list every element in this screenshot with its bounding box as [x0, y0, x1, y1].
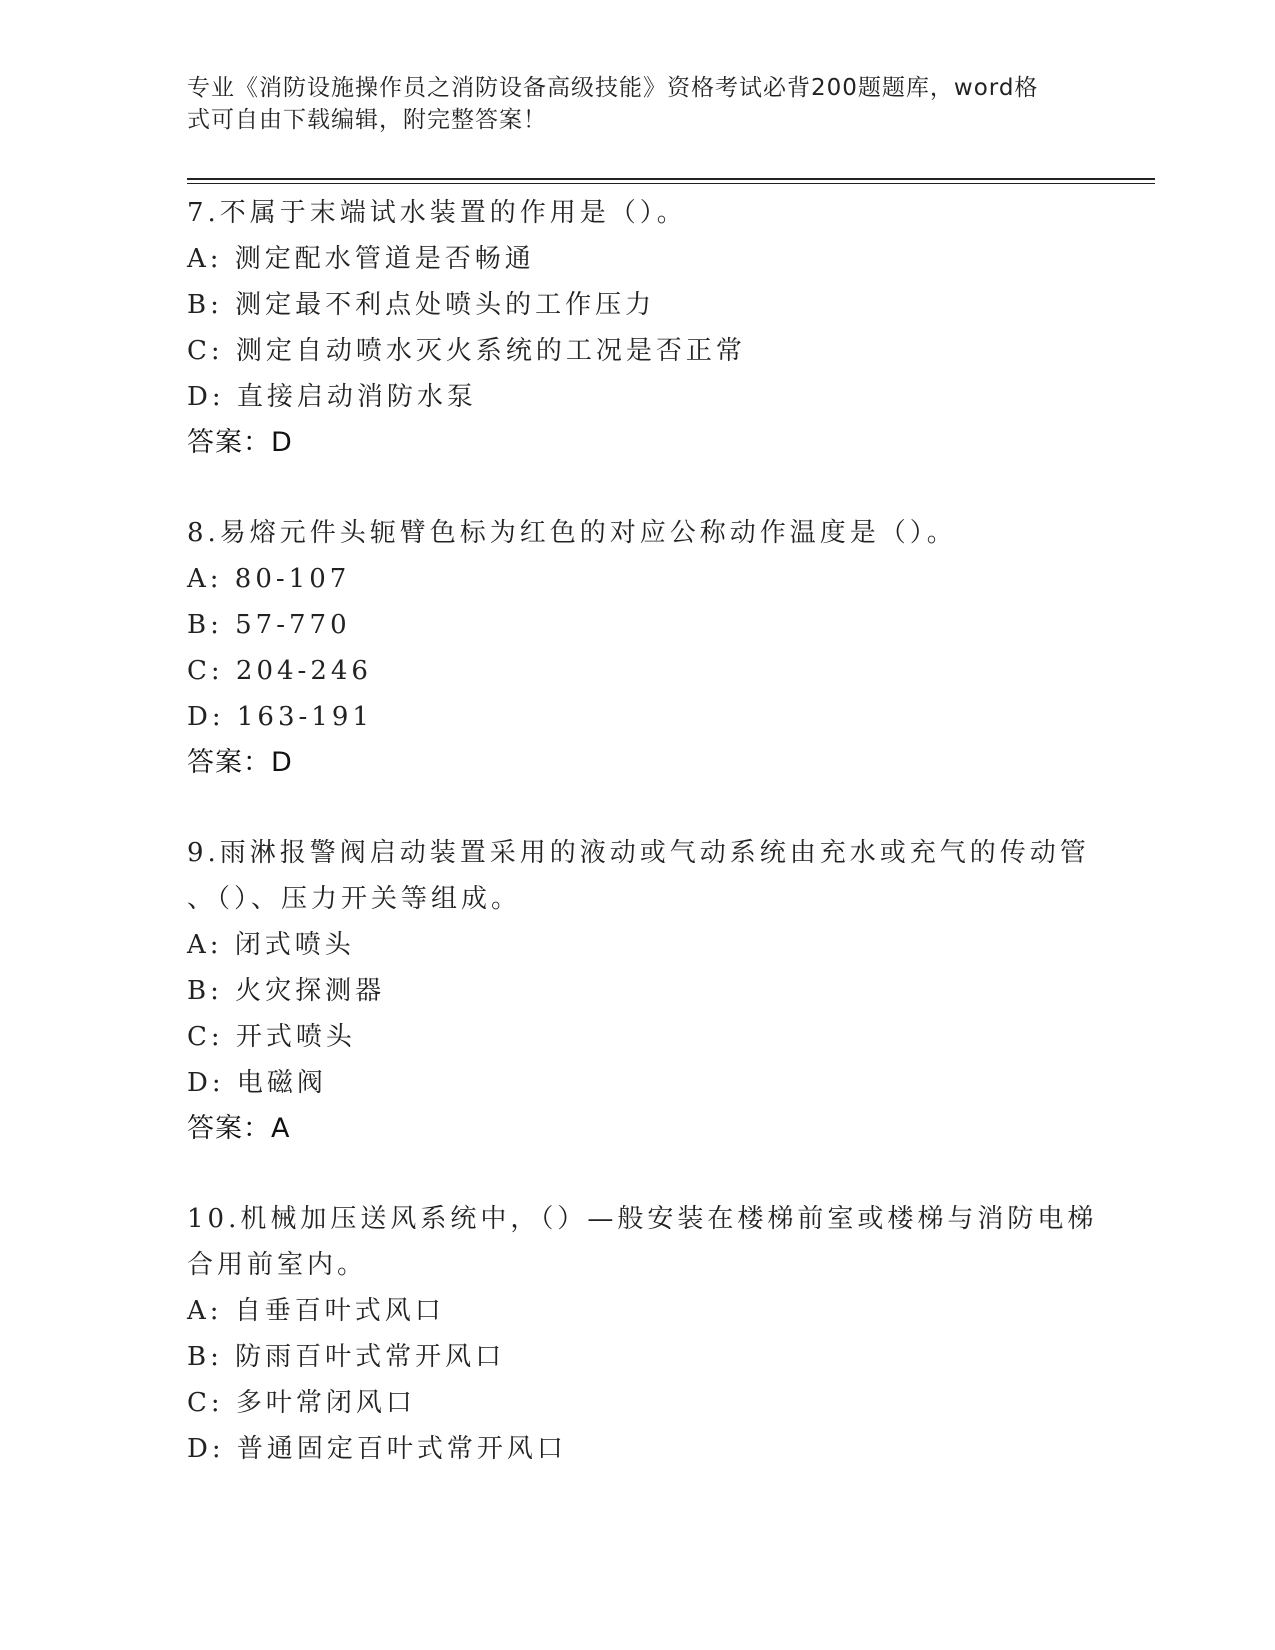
answer-label: 答案：D [187, 747, 293, 778]
option-b: B: 57-770 [187, 610, 351, 640]
question-stem: 8.易熔元件头轭臂色标为红色的对应公称动作温度是（）。 [187, 518, 957, 548]
header-line-2: 式可自由下载编辑，附完整答案！ [187, 107, 547, 133]
question-stem-continued: 合用前室内。 [187, 1250, 368, 1280]
header-line-1: 专业《消防设施操作员之消防设备高级技能》资格考试必背200题题库，word格 [187, 75, 1039, 101]
header-divider-thin [187, 183, 1155, 184]
question-list [187, 190, 1098, 1472]
question-7 [187, 190, 1087, 466]
option-a: A: 80-107 [187, 564, 351, 594]
option-c: C: 多叶常闭风口 [187, 1388, 416, 1418]
option-d: D: 163-191 [187, 702, 373, 732]
document-header [187, 72, 1087, 136]
option-c: C: 开式喷头 [187, 1022, 356, 1052]
answer-label: 答案：A [187, 1113, 291, 1144]
option-c: C: 测定自动喷水灭火系统的工况是否正常 [187, 336, 746, 366]
question-stem: 10.机械加压送风系统中，（）—般安装在楼梯前室或楼梯与消防电梯 [187, 1204, 1098, 1234]
option-d: D: 普通固定百叶式常开风口 [187, 1434, 567, 1464]
question-10 [187, 1196, 1098, 1472]
option-a: A: 自垂百叶式风口 [187, 1296, 445, 1326]
question-stem: 9.雨淋报警阀启动装置采用的液动或气动系统由充水或充气的传动管 [187, 838, 1090, 868]
question-stem-continued: 、（）、压力开关等组成。 [187, 884, 522, 914]
answer-label: 答案：D [187, 427, 293, 458]
option-c: C: 204-246 [187, 656, 372, 686]
option-b: B: 防雨百叶式常开风口 [187, 1342, 506, 1372]
option-d: D: 电磁阀 [187, 1068, 327, 1098]
option-d: D: 直接启动消防水泵 [187, 382, 477, 412]
header-divider-thick [187, 178, 1155, 180]
option-a: A: 闭式喷头 [187, 930, 355, 960]
question-8 [187, 510, 1087, 786]
question-9 [187, 830, 1090, 1152]
option-a: A: 测定配水管道是否畅通 [187, 244, 535, 274]
option-b: B: 测定最不利点处喷头的工作压力 [187, 290, 656, 320]
option-b: B: 火灾探测器 [187, 976, 386, 1006]
question-stem: 7.不属于末端试水装置的作用是（）。 [187, 198, 687, 228]
